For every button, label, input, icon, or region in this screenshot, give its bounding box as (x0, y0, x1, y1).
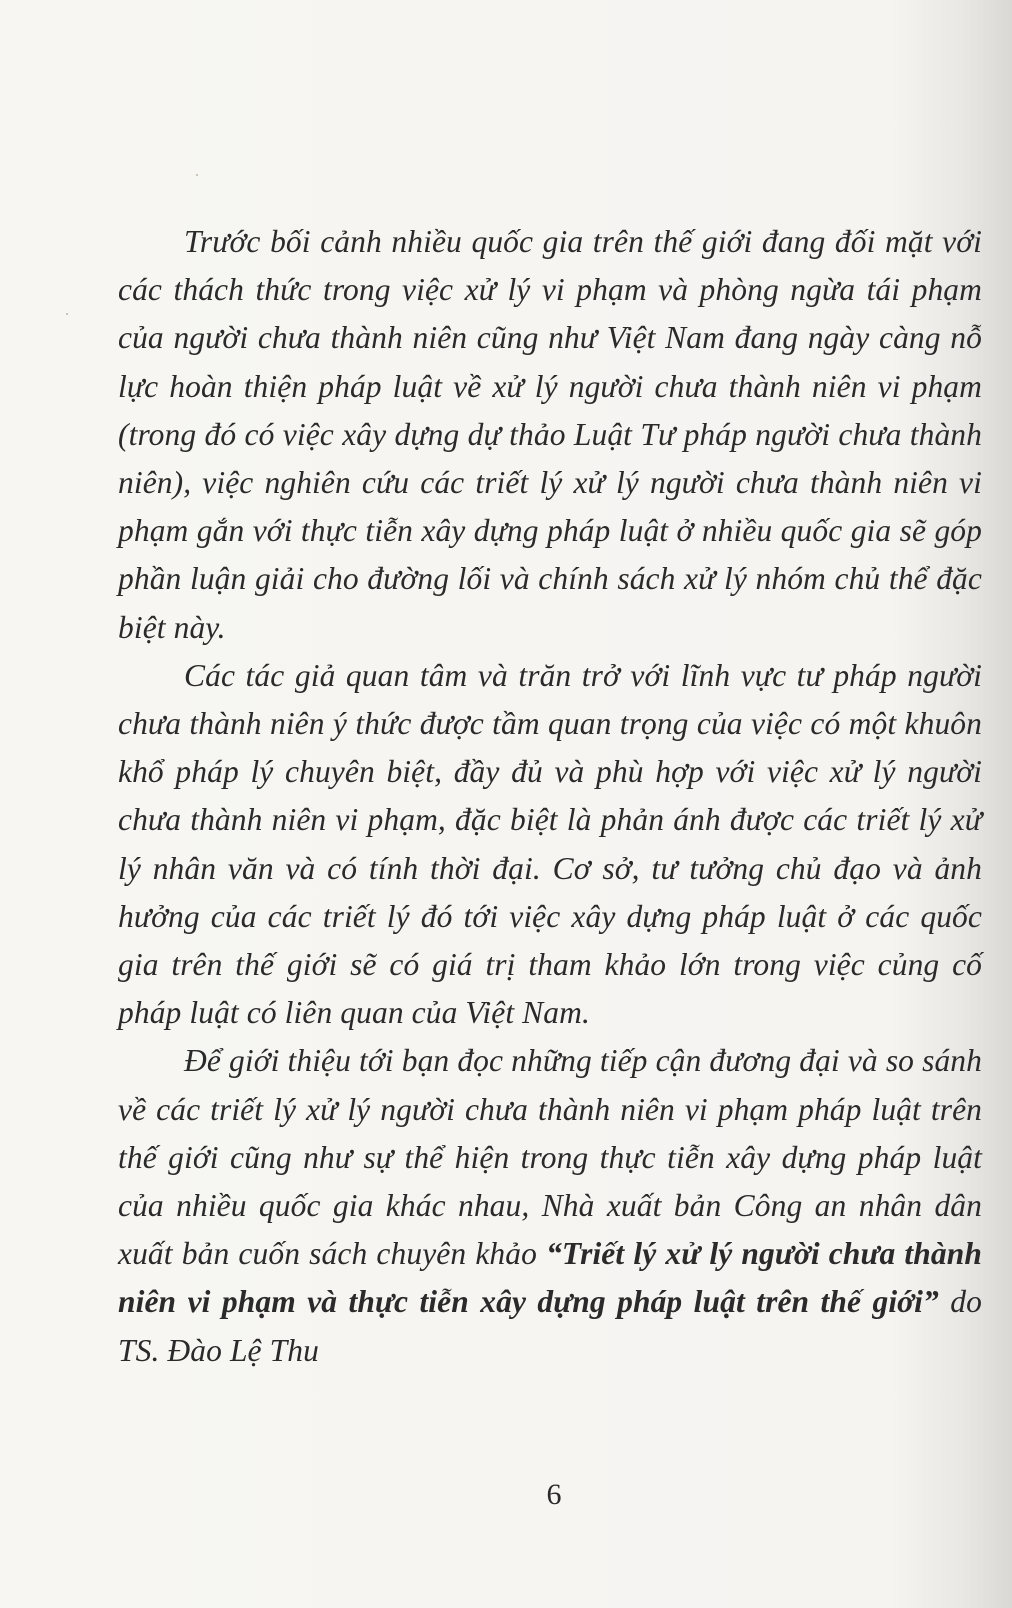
paragraph-2 (118, 652, 982, 1038)
book-title: “Triết lý xử lý người chưa thành niên vi phạm và thực tiễn xây dựng pháp luật trên thế giới” (118, 1236, 982, 1320)
page-number: 6 (546, 1478, 562, 1511)
paragraph-3 (118, 1037, 982, 1374)
paragraph-3-outro: do TS. Đào Lệ Thu (118, 1284, 982, 1368)
paper-speck (196, 174, 198, 176)
paragraph-1-text: Trước bối cảnh nhiều quốc gia trên thế giới đang đối mặt với các thách thức trong việc xử lý vi phạm và phòng ngừa tái phạm của người chưa thành niên cũng như Việt Nam đang ngày càng nỗ lực hoàn thiện pháp luật về xử lý người chưa thành niên vi phạm (trong đó có việc xây dựng dự thảo Luật Tư pháp người chưa thành niên), việc nghiên cứu các triết lý xử lý người chưa thành niên vi phạm gắn với thực tiễn xây dựng pháp luật ở nhiều quốc gia sẽ góp phần luận giải cho đường lối và chính sách xử lý nhóm chủ thể đặc biệt này. (118, 224, 982, 645)
paragraph-1 (118, 218, 982, 652)
paragraph-3-intro: Để giới thiệu tới bạn đọc những tiếp cận đương đại và so sánh về các triết lý xử lý người chưa thành niên vi phạm pháp luật trên thế giới cũng như sự thể hiện trong thực tiễn xây dựng pháp luật của nhiều quốc gia khác nhau, Nhà xuất bản Công an nhân dân xuất bản cuốn sách chuyên khảo (118, 1043, 982, 1272)
body-text (118, 218, 982, 1375)
paragraph-2-text: Các tác giả quan tâm và trăn trở với lĩnh vực tư pháp người chưa thành niên ý thức được tầm quan trọng của việc có một khuôn khổ pháp lý chuyên biệt, đầy đủ và phù hợp với việc xử lý người chưa thành niên vi phạm, đặc biệt là phản ánh được các triết lý xử lý nhân văn và có tính thời đại. Cơ sở, tư tưởng chủ đạo và ảnh hưởng của các triết lý đó tới việc xây dựng pháp luật ở các quốc gia trên thế giới sẽ có giá trị tham khảo lớn trong việc củng cố pháp luật có liên quan của Việt Nam. (118, 657, 982, 1031)
paper-speck (66, 313, 68, 315)
